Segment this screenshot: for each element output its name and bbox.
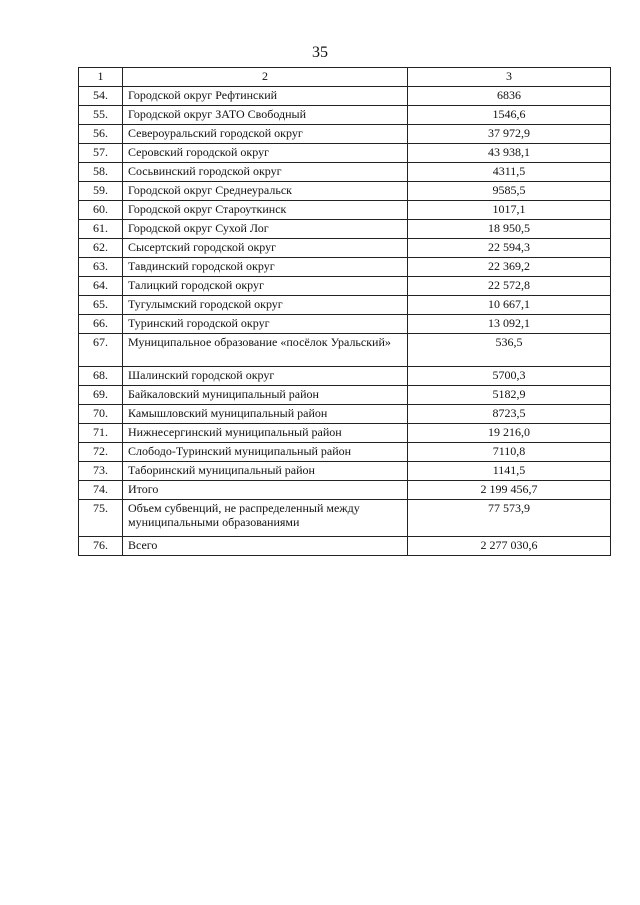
table-row: [79, 315, 611, 334]
row-name: Итого: [123, 481, 408, 500]
row-number: 71.: [79, 424, 123, 443]
row-number: 67.: [79, 334, 123, 367]
row-value: 13 092,1: [408, 315, 611, 334]
row-number: 65.: [79, 296, 123, 315]
table-row-total: [79, 537, 611, 556]
row-value: 2 277 030,6: [408, 537, 611, 556]
row-number: 62.: [79, 239, 123, 258]
row-number: 63.: [79, 258, 123, 277]
table-row: [79, 220, 611, 239]
row-name: Таборинский муниципальный район: [123, 462, 408, 481]
table-row: [79, 182, 611, 201]
row-name: Тавдинский городской округ: [123, 258, 408, 277]
table-row: [79, 277, 611, 296]
row-value: 37 972,9: [408, 125, 611, 144]
row-value: 43 938,1: [408, 144, 611, 163]
row-name: Нижнесергинский муниципальный район: [123, 424, 408, 443]
row-number: 68.: [79, 367, 123, 386]
row-number: 60.: [79, 201, 123, 220]
row-name: Слободо-Туринский муниципальный район: [123, 443, 408, 462]
table-row: [79, 405, 611, 424]
table-row-subtotal: [79, 481, 611, 500]
row-name: Всего: [123, 537, 408, 556]
row-name: Городской округ Среднеуральск: [123, 182, 408, 201]
row-name: Серовский городской округ: [123, 144, 408, 163]
table-row: [79, 296, 611, 315]
row-number: 70.: [79, 405, 123, 424]
table-row: [79, 144, 611, 163]
row-name: Туринский городской округ: [123, 315, 408, 334]
row-name: Городской округ ЗАТО Свободный: [123, 106, 408, 125]
row-value: 1141,5: [408, 462, 611, 481]
row-name: Камышловский муниципальный район: [123, 405, 408, 424]
table-row: [79, 87, 611, 106]
row-number: 57.: [79, 144, 123, 163]
row-number: 72.: [79, 443, 123, 462]
column-header-number: 1: [79, 68, 123, 87]
row-value: 5182,9: [408, 386, 611, 405]
table-row: [79, 239, 611, 258]
row-name: Байкаловский муниципальный район: [123, 386, 408, 405]
row-number: 74.: [79, 481, 123, 500]
table-row-unallocated: [79, 500, 611, 537]
table-row: [79, 258, 611, 277]
row-number: 54.: [79, 87, 123, 106]
row-value: 8723,5: [408, 405, 611, 424]
page-number: 35: [312, 44, 328, 61]
row-number: 59.: [79, 182, 123, 201]
row-value: 5700,3: [408, 367, 611, 386]
row-value: 19 216,0: [408, 424, 611, 443]
row-value: 6836: [408, 87, 611, 106]
row-name: Тугулымский городской округ: [123, 296, 408, 315]
table-row: [79, 334, 611, 367]
row-value: 22 369,2: [408, 258, 611, 277]
table-row: [79, 201, 611, 220]
table-row: [79, 106, 611, 125]
row-value: 10 667,1: [408, 296, 611, 315]
row-number: 58.: [79, 163, 123, 182]
row-name: Сосьвинский городской округ: [123, 163, 408, 182]
row-number: 56.: [79, 125, 123, 144]
row-value: 9585,5: [408, 182, 611, 201]
row-value: 7110,8: [408, 443, 611, 462]
column-header-name: 2: [123, 68, 408, 87]
row-name: Сысертский городской округ: [123, 239, 408, 258]
column-header-value: 3: [408, 68, 611, 87]
row-name: Объем субвенций, не распределенный между муниципальными образованиями: [123, 500, 408, 537]
row-value: 4311,5: [408, 163, 611, 182]
row-number: 73.: [79, 462, 123, 481]
row-number: 61.: [79, 220, 123, 239]
row-value: 22 594,3: [408, 239, 611, 258]
table-row: [79, 125, 611, 144]
row-name: Североуральский городской округ: [123, 125, 408, 144]
table-row: [79, 443, 611, 462]
row-number: 75.: [79, 500, 123, 537]
row-value: 1017,1: [408, 201, 611, 220]
row-name: Муниципальное образование «посёлок Уральский»: [123, 334, 408, 367]
row-number: 66.: [79, 315, 123, 334]
table-row: [79, 424, 611, 443]
row-name: Городской округ Сухой Лог: [123, 220, 408, 239]
table-header-row: [79, 68, 611, 87]
subvention-table: [78, 67, 611, 556]
row-value: 18 950,5: [408, 220, 611, 239]
row-value: 536,5: [408, 334, 611, 367]
row-name: Талицкий городской округ: [123, 277, 408, 296]
row-value: 2 199 456,7: [408, 481, 611, 500]
table-row: [79, 386, 611, 405]
row-value: 77 573,9: [408, 500, 611, 537]
row-number: 76.: [79, 537, 123, 556]
table-row: [79, 462, 611, 481]
table-row: [79, 163, 611, 182]
row-name: Городской округ Рефтинский: [123, 87, 408, 106]
row-value: 1546,6: [408, 106, 611, 125]
row-number: 69.: [79, 386, 123, 405]
row-name: Шалинский городской округ: [123, 367, 408, 386]
table-row: [79, 367, 611, 386]
row-number: 64.: [79, 277, 123, 296]
row-value: 22 572,8: [408, 277, 611, 296]
row-name: Городской округ Староуткинск: [123, 201, 408, 220]
row-number: 55.: [79, 106, 123, 125]
